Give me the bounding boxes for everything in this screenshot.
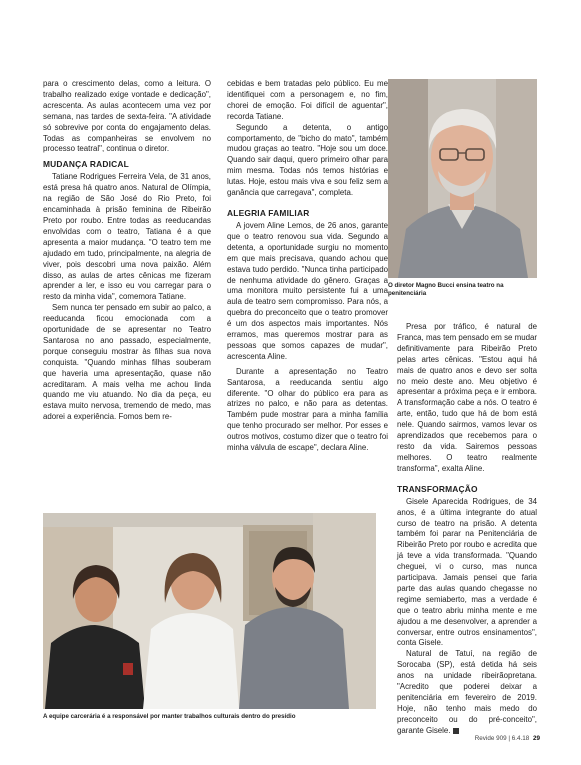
paragraph: Segundo a detenta, o antigo comportamento, de "bicho do mato", também mudou graças ao teatro. "Hoje sou um doce. Quando sair daqui, quero primeiro olhar para mim mesma. Todas nós temos histórias e lutas. Hoje, estou mais viva e sou feliz sem a ganância que carregava", completa. [227, 122, 388, 198]
paragraph-text: Natural de Tatuí, na região de Sorocaba (SP), está detida há seis anos na unidade ribeirãopretana. "Acredito que poderei deixar a penitenciária em fevereiro de 2019. Hoje, não tenho mais medo do preconceito ou do pré-conceito", garante Gisele. [397, 649, 537, 735]
team-photo-caption: A equipe carcerária é a responsável por manter trabalhos culturais dentro do presídio [43, 713, 296, 720]
article-column-1 [43, 79, 211, 423]
section-heading-transformacao: TRANSFORMAÇÃO [397, 483, 478, 494]
team-photo [43, 513, 376, 709]
paragraph: Durante a apresentação no Teatro Santarosa, a reeducanda sentiu algo diferente. "O olhar do público era para as atrizes no palco, e não para as detentas. Também pude mostrar para a minha família que tenho procurado ser melhor. Por esses e outros motivos, costumo dizer que o teatro foi minha válvula de escape", declara Aline. [227, 366, 388, 453]
article-column-2 [227, 79, 388, 454]
paragraph: A jovem Aline Lemos, de 26 anos, garante que o teatro renovou sua vida. Segundo a detenta, a oportunidade surgiu no momento em que mais precisava, quando achou que estava tudo perdido. "Nunca tinha participado de nenhuma atividade do gênero. Graças a uma monitora muito persistente fui a uma aula de teatro sem compromisso. Para nós, a quebra do preconceito que o teatro promover é um dos aspectos mais importantes. Nós erramos, mas queremos mostrar para as pessoas que somos capazes de mudar", acrescenta Aline. [227, 220, 388, 361]
paragraph: para o crescimento delas, como a leitura. O trabalho realizado exige vontade e dedicação", acrescenta. As aulas acontecem uma vez por semana, nas tardes de sexta-feira. "A atividade só sobrevive por conta do engajamento delas. Todas as companheiras se envolvem no processo teatral", continua o diretor. [43, 79, 211, 154]
director-photo-caption: O diretor Magno Bucci ensina teatro na penitenciária [388, 282, 504, 297]
magazine-issue: Revide 909 | 6.4.18 [474, 735, 530, 742]
page-number: 29 [532, 735, 540, 742]
article-column-3 [397, 322, 537, 737]
director-photo [388, 79, 537, 278]
director-portrait-illustration [388, 79, 537, 278]
end-of-article-mark [453, 728, 459, 734]
paragraph: Gisele Aparecida Rodrigues, de 34 anos, é a última integrante do atual curso de teatro na prisão. A detenta também foi parar na Penitenciária de Ribeirão Preto por roubo e acredita que já teve a vida transformada. "Quando cheguei, vi o curso, mas nunca participava. Jamais pensei que faria parte das aulas quando chegasse no regime semiaberto, mas a verdade é que o teatro abriu minha mente e me ajudou a me desenvolver, a aprender a conversar, entre outros ensinamentos", conta Gisele. [397, 496, 537, 648]
paragraph [397, 649, 537, 736]
section-heading-mudanca-radical: MUDANÇA RADICAL [43, 159, 129, 170]
paragraph: Presa por tráfico, é natural de Franca, mas tem pensado em se mudar definitivamente para Ribeirão Preto pelas artes cênicas. "Estou aqui há mais de quatro anos e devo ser solta no meio deste ano. Meu objetivo é apresentar a próxima peça e ir embora. A transformação cabe a nós. O teatro é arte, então, tudo que há de bom está nele. Quando sairmos, vamos levar os aprendizados que recebemos para o resto da vida. Sairemos pessoas melhores. O teatro realmente transforma", exalta Aline. [397, 322, 537, 473]
section-heading-alegria-familiar: ALEGRIA FAMILIAR [227, 207, 310, 218]
paragraph: Sem nunca ter pensado em subir ao palco, a reeducanda ficou emocionada com a oportunidade de se apresentar no Teatro Santarosa no ano passado, especialmente, porque conseguiu mostrar às filhas sua nova conquista. "Quando minhas filhas souberam que haveria uma apresentação, quase não acreditaram. A mais velha me achou linda quando me viu atuando. No dia da peça, eu estava muito nervosa, tremendo de medo, mas adorei a experiência. Fomos bem re- [43, 303, 211, 422]
team-photo-illustration [43, 513, 376, 709]
paragraph: Tatiane Rodrigues Ferreira Vela, de 31 anos, está presa há quatro anos. Natural de Olímpia, na região de São José do Rio Preto, foi encaminhada à prisão feminina de Ribeirão Preto por roubo. Entre todas as reeducandas envolvidas com o teatro, Tatiana é a que apresenta a maior mudança. "O teatro tem me ajudado em tudo, principalmente, na alegria de viver, pois descobri uma nova paixão. Além disso, as aulas de artes cênicas me fizeram aprender a ler, e isso eu vou carregar para o resto da minha vida", comemora Tatiane. [43, 172, 211, 302]
page-footer [475, 735, 540, 742]
paragraph: cebidas e bem tratadas pelo público. Eu me identifiquei com a personagem e, no fim, chorei de emoção. Foi difícil de aguentar", recorda Tatiane. [227, 79, 388, 121]
